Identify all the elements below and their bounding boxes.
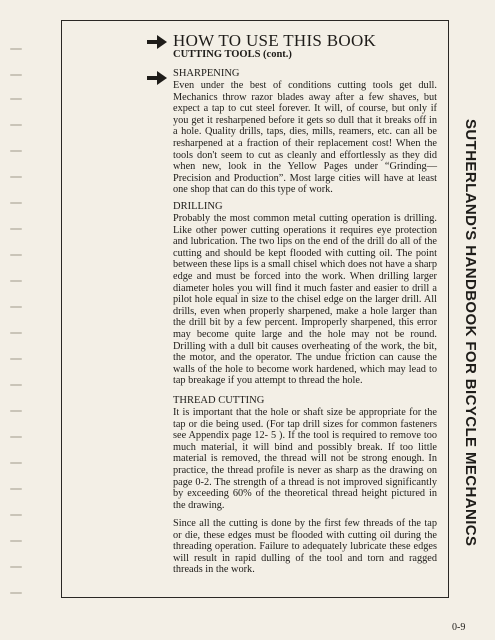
page-subtitle: CUTTING TOOLS (cont.) xyxy=(173,49,292,60)
arrow-right-icon xyxy=(147,71,167,85)
section-heading-sharpening: SHARPENING xyxy=(173,68,240,79)
section-paragraph: It is important that the hole or shaft size be appropriate for the tap or die being used. (For tap drill sizes for common fasteners see Appendix page 12- 5 ). If the tool is required to remove too much material, it will bind and possibly break. If too little material is removed, the thread will not be strong enough. In practice, the thread profile is never as sharp as the drawing on page 0-2. The strength of a thread is not improved significantly by exceeding 60% of the theoretical thread height pictured in the drawing. xyxy=(173,407,437,511)
section-paragraph: Since all the cutting is done by the first few threads of the tap or die, these edges must be flooded with cutting oil during the threading operation. Failure to adequately lubricate these edges will result in rapid dulling of the tool and torn and ragged threads in the work. xyxy=(173,518,437,576)
book-side-title: SUTHERLAND'S HANDBOOK FOR BICYCLE MECHANICS xyxy=(462,119,479,547)
arrow-right-icon xyxy=(147,35,167,49)
section-heading-thread-cutting: THREAD CUTTING xyxy=(173,395,265,406)
page-number: 0-9 xyxy=(452,622,466,633)
section-paragraph: Even under the best of conditions cutting tools get dull. Mechanics throw razor blades away after a few shaves, but expect a tap to cut steel forever. It will, of course, but only if you get it resharpened before it gets so dull that it breaks off in a hole. Quality drills, taps, dies, mills, reamers, etc. can all be resharpened at a fraction of their replacement cost! When the tools don't seem to cut as cleanly and effortlessly as they did when new, look in the Yellow Pages under “Grinding—Precision and Production”. Most large cities will have at least one shop that can do this type of work. xyxy=(173,80,437,196)
section-heading-drilling: DRILLING xyxy=(173,201,223,212)
binding-holes xyxy=(6,0,30,640)
page-title: HOW TO USE THIS BOOK xyxy=(173,31,377,50)
section-paragraph: Probably the most common metal cutting operation is drilling. Like other power cutting operations it requires eye protection and lubrication. The two lips on the end of the drill do all of the cutting and should be kept flooded with cutting oil. The point between these lips is a small chisel which does not have a sharp edge and must be forced into the work. When drilling larger diameter holes you will find it much faster and easier to drill a pilot hole equal in size to the chisel edge on the larger drill. All drills, even when properly sharpened, make a hole larger than the drill bit by a few percent. Improperly sharpened, this error may become quite large and the hole may not be round. Drilling with a dull bit causes overheating of the work, the bit, the motor, and the operator. The undue friction can cause the walls of the hole to become work hardened, which may lead to tap breakage if you attempt to thread the hole. xyxy=(173,213,437,387)
